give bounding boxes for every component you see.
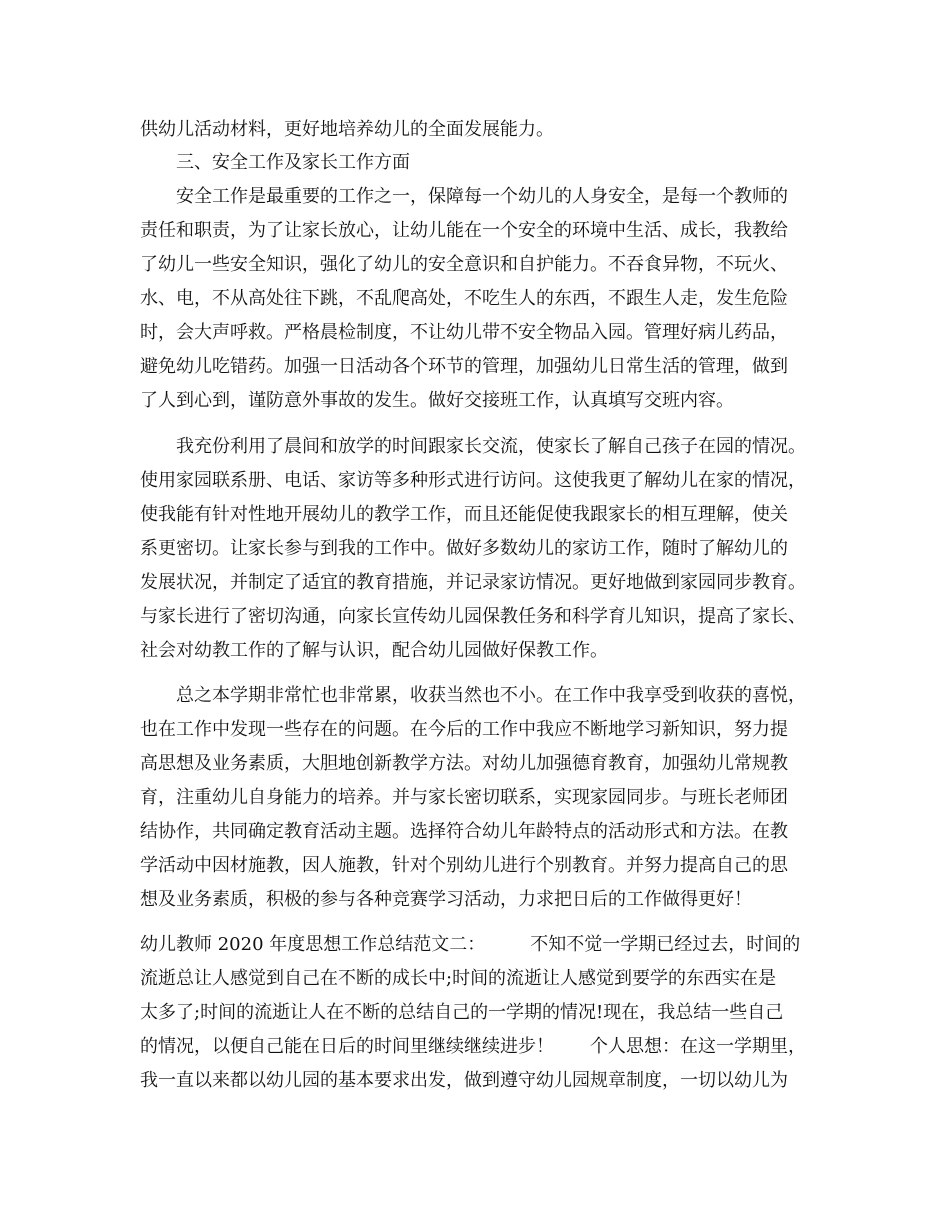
text-line: 了人到心到，谨防意外事故的发生。做好交接班工作，认真填写交班内容。 — [140, 390, 734, 411]
text-line: 避免幼儿吃错药。加强一日活动各个环节的管理，加强幼儿日常生活的管理，做到 — [140, 356, 788, 377]
text-line: 总之本学期非常忙也非常累，收获当然也不小。在工作中我享受到收获的喜悦， — [140, 685, 806, 706]
text-line: 供幼儿活动材料，更好地培养幼儿的全面发展能力。 — [140, 119, 554, 140]
text-line: 系更密切。让家长参与到我的工作中。做好多数幼儿的家访工作，随时了解幼儿的 — [140, 538, 788, 559]
text-line: 高思想及业务素质，大胆地创新教学方法。对幼儿加强德育教育，加强幼儿常规教 — [140, 753, 788, 774]
text-line: 结协作，共同确定教育活动主题。选择符合幼儿年龄特点的活动形式和方法。在教 — [140, 821, 788, 842]
text-line: 使用家园联系册、电话、家访等多种形式进行访问。这使我更了解幼儿在家的情况， — [140, 470, 806, 491]
text-line: 学活动中因材施教，因人施教，针对个别幼儿进行个别教育。并努力提高自己的思 — [140, 855, 788, 876]
text-line: 与家长进行了密切沟通，向家长宣传幼儿园保教任务和科学育儿知识，提高了家长、 — [140, 606, 806, 627]
text-line: 使我能有针对性地开展幼儿的教学工作，而且还能促使我跟家长的相互理解，使关 — [140, 504, 788, 525]
text-line: 流逝总让人感觉到自己在不断的成长中;时间的流逝让人感觉到要学的东西实在是 — [140, 968, 777, 989]
text-line: 育，注重幼儿自身能力的培养。并与家长密切联系，实现家园同步。与班长老师团 — [140, 787, 788, 808]
text-line: 想及业务素质，积极的参与各种竞赛学习活动，力求把日后的工作做得更好！ — [140, 889, 752, 910]
text-line: 我一直以来都以幼儿园的基本要求出发，做到遵守幼儿园规章制度，一切以幼儿为 — [140, 1070, 788, 1091]
text-line: 发展状况，并制定了适宜的教育措施，并记录家访情况。更好地做到家园同步教育。 — [140, 572, 806, 593]
section-heading: 三、安全工作及家长工作方面 — [140, 152, 410, 173]
text-line: 时，会大声呼救。严格晨检制度，不让幼儿带不安全物品入园。管理好病儿药品， — [140, 322, 788, 343]
text-line: 了幼儿一些安全知识，强化了幼儿的安全意识和自护能力。不吞食异物，不玩火、 — [140, 254, 788, 275]
text-line: 太多了;时间的流逝让人在不断的总结自己的一学期的情况!现在，我总结一些自己 — [140, 1002, 784, 1023]
text-line: 社会对幼教工作的了解与认识，配合幼儿园做好保教工作。 — [140, 640, 608, 661]
text-line: 水、电，不从高处往下跳，不乱爬高处，不吃生人的东西，不跟生人走，发生危险 — [140, 288, 788, 309]
text-line: 也在工作中发现一些存在的问题。在今后的工作中我应不断地学习新知识，努力提 — [140, 719, 788, 740]
text-line: 安全工作是最重要的工作之一，保障每一个幼儿的人身安全，是每一个教师的 — [140, 186, 788, 207]
text-line: 的情况，以便自己能在日后的时间里继续继续进步！ 个人思想：在这一学期里， — [140, 1036, 806, 1057]
text-line: 幼儿教师 2020 年度思想工作总结范文二： 不知不觉一学期已经过去，时间的 — [140, 934, 801, 955]
text-line: 我充份利用了晨间和放学的时间跟家长交流，使家长了解自己孩子在园的情况。 — [140, 436, 806, 457]
text-line: 责任和职责，为了让家长放心，让幼儿能在一个安全的环境中生活、成长，我教给 — [140, 220, 788, 241]
